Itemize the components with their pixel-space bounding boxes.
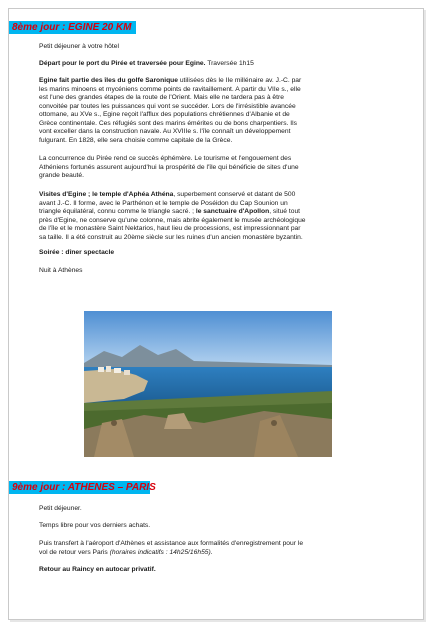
departure-bold: Départ pour le port du Pirée et traversée pour Egine. <box>39 60 206 67</box>
day9-breakfast: Petit déjeuner. <box>39 505 82 512</box>
paragraph-line: près d'Egine, ne conserve qu'une colonne, mais abrite également le musée archéologique <box>39 216 306 224</box>
paragraph-line <box>39 77 301 86</box>
transfer-line: Puis transfert à l'aéroport d'Athènes et assistance aux formalités d'enregistrement pour le <box>39 540 304 547</box>
paragraph-line: de l'île et le monastère Saint Nektarios, haut lieu de processions, est impressionnant par <box>39 225 301 232</box>
day-8-banner: 8ème jour : EGINE 20 KM <box>9 21 136 34</box>
paragraph-line: sa taille. Il a été construit au 20ème siècle sur les ruines d'un ancien monastère byzantin. <box>39 233 303 241</box>
text-run: triangle équilatéral, connu comme le triangle sacré. ; <box>39 208 196 215</box>
paragraph-line: convoitée par toutes les puissances qui vont se succéder. Lors de l'irrésistible avancée <box>39 102 296 110</box>
free-time-text: Temps libre pour vos derniers achats. <box>39 522 151 529</box>
flight-times: (horaires indicatifs : 14h25/16h55). <box>109 549 213 556</box>
text-run: vol de retour vers Paris <box>39 549 110 556</box>
return-text: Retour au Raincy en autocar privatif. <box>39 566 156 573</box>
breakfast-text: Petit déjeuner à votre hôtel <box>39 43 119 50</box>
paragraph-line: vont exceller dans la construction navale. Au XVIIIe s. l'île connaît un développement <box>39 128 291 135</box>
bold-phrase: Egine fait partie des îles du golfe Saronique <box>39 77 178 84</box>
bold-phrase: Visites d'Egine ; le temple d'Aphéa Athéna <box>39 191 174 198</box>
paragraph-line: les marins minoens et mycéniens comme points de ravitaillement. A partir du VIIe s., elle <box>39 85 301 93</box>
paragraph-line: Grèce continentale. Ces réfugiés sont des marins émérites ou de bons charpentiers. Ils <box>39 119 297 127</box>
paragraph-line: est l'une des grandes étapes de la route de l'Orient. Mais elle ne tardera pas à être <box>39 94 284 101</box>
paragraph-line: avant J.-C. Il forme, avec le Parthénon et le temple de Poséidon du Cap Sounion un <box>39 199 288 207</box>
text-run: , superbement conservé et datant de 500 <box>173 191 296 198</box>
aegina-photo <box>84 311 332 457</box>
paragraph-line: Athéniens fortunés assurent aujourd'hui la prospérité de l'île qui bénéficie de sites d'une <box>39 163 299 171</box>
itinerary-page <box>8 8 424 620</box>
day-9-banner: 9ème jour : ATHENES – PARIS <box>9 481 150 494</box>
paragraph-line: ottomane, au XVe s., Egine reçoit l'afflux des populations chrétiennes d'Albanie et de <box>39 111 290 118</box>
paragraph-line <box>39 191 295 200</box>
text-run: , situé tout <box>269 208 301 215</box>
night-text: Nuit à Athènes <box>39 267 83 274</box>
departure-rest: Traversée 1h15 <box>205 60 254 67</box>
paragraph-line: fulgurant. En 1828, elle sera choisie comme capitale de la Grèce. <box>39 136 233 144</box>
paragraph-line <box>39 208 300 217</box>
bold-phrase: le sanctuaire d'Apollon <box>195 208 270 215</box>
departure-line <box>39 60 254 69</box>
evening-heading: Soirée : dîner spectacle <box>39 249 115 256</box>
flight-line <box>39 549 213 558</box>
paragraph-line: grande beauté. <box>39 172 84 179</box>
text-run: utilisées dès le IIe millénaire av. J.-C. par <box>177 77 302 84</box>
paragraph-line: La concurrence du Pirée rend ce succès éphémère. Le tourisme et l'engouement des <box>39 155 292 162</box>
